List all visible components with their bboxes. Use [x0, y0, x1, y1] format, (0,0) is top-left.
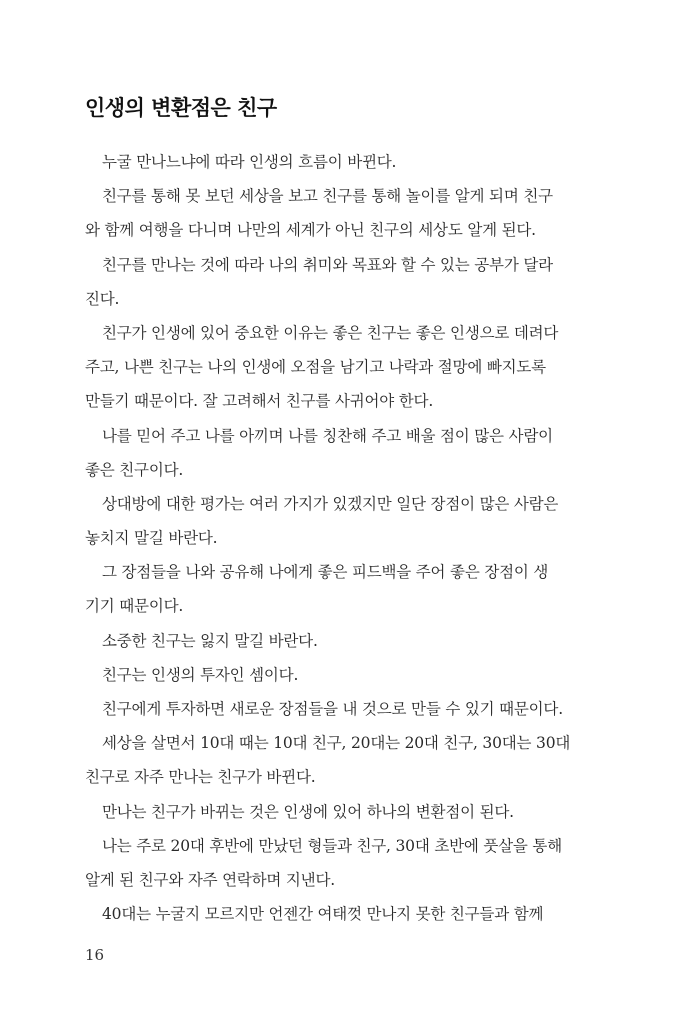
section-title: 인생의 변환점은 친구 [85, 96, 277, 120]
text-line: 그 장점들을 나와 공유해 나에게 좋은 피드백을 주어 좋은 장점이 생 [102, 563, 549, 582]
text-line: 40대는 누굴지 모르지만 언젠간 여태껏 만나지 못한 친구들과 함께 [102, 905, 544, 924]
text-line: 좋은 친구이다. [85, 460, 184, 479]
text-line: 친구를 통해 못 보던 세상을 보고 친구를 통해 놀이를 알게 되며 친구 [102, 187, 553, 206]
text-line: 친구를 만나는 것에 따라 나의 취미와 목표와 할 수 있는 공부가 달라 [102, 255, 553, 274]
text-line: 진다. [85, 289, 120, 308]
text-line: 친구가 인생에 있어 중요한 이유는 좋은 친구는 좋은 인생으로 데려다 [102, 323, 559, 342]
text-line: 친구는 인생의 투자인 셈이다. [102, 665, 299, 684]
text-line: 놓치지 말길 바란다. [85, 529, 218, 548]
text-line: 와 함께 여행을 다니며 나만의 세계가 아닌 친구의 세상도 알게 된다. [85, 221, 536, 240]
body-text [85, 148, 590, 934]
text-line: 상대방에 대한 평가는 여러 가지가 있겠지만 일단 장점이 많은 사람은 [102, 494, 559, 513]
page-number: 16 [85, 946, 105, 964]
text-line: 나를 믿어 주고 나를 아끼며 나를 칭찬해 주고 배울 점이 많은 사람이 [102, 426, 553, 445]
text-line: 소중한 친구는 잃지 말길 바란다. [102, 631, 318, 650]
text-line: 세상을 살면서 10대 때는 10대 친구, 20대는 20대 친구, 30대는 30대 [102, 734, 571, 753]
text-line: 만들기 때문이다. 잘 고려해서 친구를 사귀어야 한다. [85, 392, 434, 411]
text-line: 만나는 친구가 바뀌는 것은 인생에 있어 하나의 변환점이 된다. [102, 802, 514, 821]
text-line: 알게 된 친구와 자주 연락하며 지낸다. [85, 870, 335, 889]
text-line: 기기 때문이다. [85, 597, 184, 616]
text-line: 나는 주로 20대 후반에 만났던 형들과 친구, 30대 초반에 풋살을 통해 [102, 836, 562, 855]
text-line: 누굴 만나느냐에 따라 인생의 흐름이 바뀐다. [102, 153, 397, 171]
text-line: 주고, 나쁜 친구는 나의 인생에 오점을 남기고 나락과 절망에 빠지도록 [85, 358, 546, 377]
text-line: 친구로 자주 만나는 친구가 바뀐다. [85, 768, 316, 787]
text-line: 친구에게 투자하면 새로운 장점들을 내 것으로 만들 수 있기 때문이다. [102, 700, 563, 718]
